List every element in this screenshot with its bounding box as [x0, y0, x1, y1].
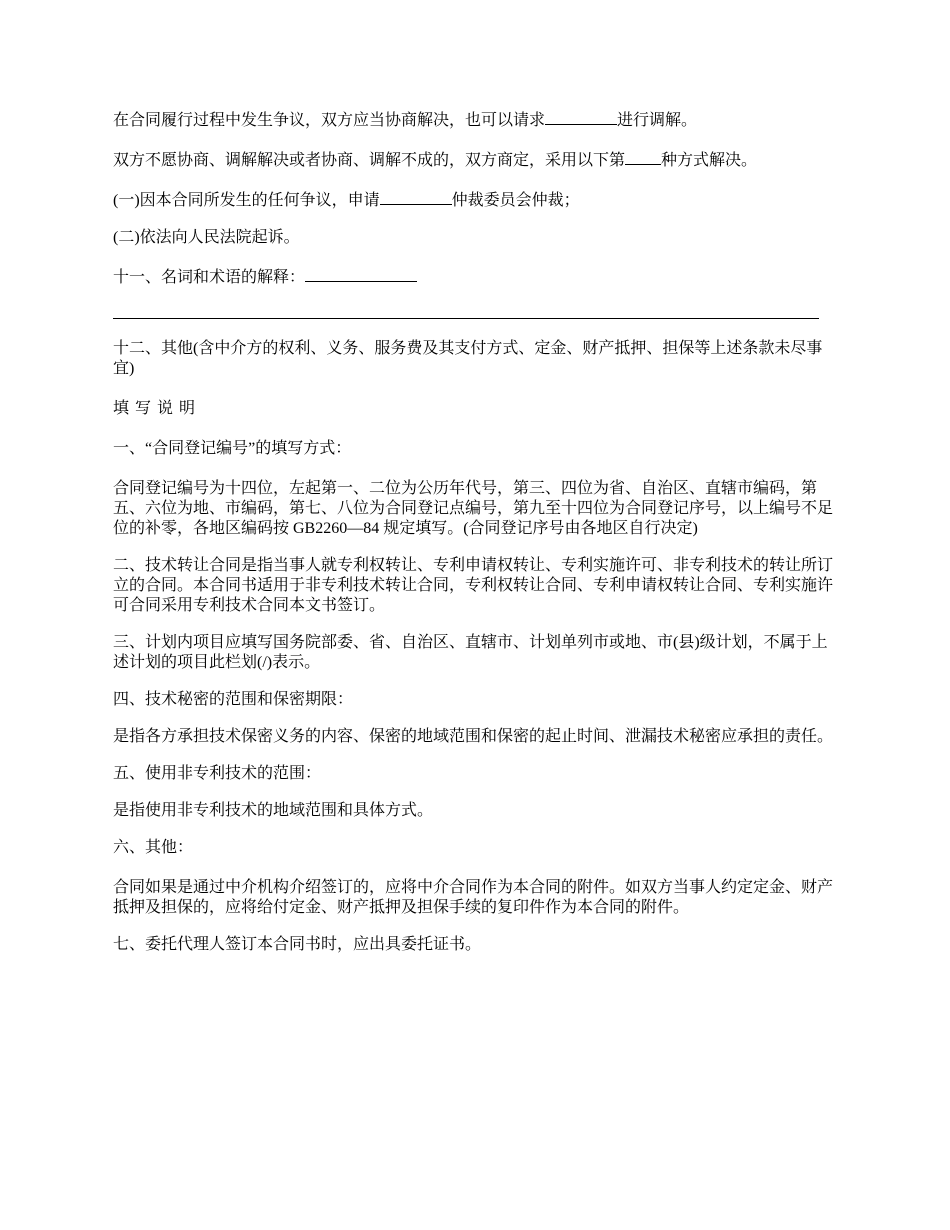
- paragraph-mediation: [113, 108, 843, 131]
- method-number-blank[interactable]: [625, 148, 661, 165]
- mediation-text-before: 在合同履行过程中发生争议，双方应当协商解决，也可以请求: [113, 112, 546, 129]
- terms-definition-blank[interactable]: [305, 265, 417, 282]
- resolution-text-after: 种方式解决。: [661, 152, 758, 169]
- resolution-text-before: 双方不愿协商、调解解决或者协商、调解不成的，双方商定，采用以下第: [113, 152, 626, 169]
- terms-definition-label: 十一、名词和术语的解释：: [113, 269, 306, 286]
- instruction-4-body: 是指各方承担技术保密义务的内容、保密的地域范围和保密的起止时间、泄漏技术秘密应承担的责任。: [113, 728, 834, 745]
- instruction-6-body: 合同如果是通过中介机构介绍签订的，应将中介合同作为本合同的附件。如双方当事人约定定金、财产抵押及担保的，应将给付定金、财产抵押及担保手续的复印件作为本合同的附件。: [113, 879, 834, 916]
- instruction-5-heading: 五、使用非专利技术的范围：: [113, 765, 322, 782]
- instruction-1-body: 合同登记编号为十四位，左起第一、二位为公历年代号，第三、四位为省、自治区、直辖市编码，第五、六位为地、市编码，第七、八位为合同登记点编号，第九至十四位为合同登记序号，以上编号不足位的补零，各地区编码按 GB2260—84 规定填写。(合同登记序号由各地区自行决定): [113, 480, 834, 537]
- arbitration-text-after: 仲裁委员会仲裁；: [451, 192, 580, 209]
- instruction-1-heading: 一、“合同登记编号”的填写方式：: [113, 440, 352, 457]
- arbitration-text-before: (一)因本合同所发生的任何争议，申请: [113, 192, 380, 209]
- instruction-6-heading: 六、其他：: [113, 839, 194, 856]
- document-page: [113, 108, 843, 972]
- arbitration-committee-blank[interactable]: [380, 188, 452, 205]
- mediation-text-after: 进行调解。: [617, 112, 698, 129]
- paragraph-arbitration: [113, 188, 843, 211]
- instructions-heading: 填写说明: [113, 400, 202, 417]
- paragraph-other-terms: 十二、其他(含中介方的权利、义务、服务费及其支付方式、定金、财产抵押、担保等上述条款未尽事宜): [113, 340, 823, 377]
- instruction-3: 三、计划内项目应填写国务院部委、省、自治区、直辖市、计划单列市或地、市(县)级计划，不属于上述计划的项目此栏划(/)表示。: [113, 634, 828, 671]
- paragraph-resolution-method: [113, 148, 843, 171]
- terms-definition-full-blank[interactable]: [113, 302, 819, 319]
- mediator-blank[interactable]: [545, 108, 617, 125]
- paragraph-litigation: (二)依法向人民法院起诉。: [113, 229, 300, 246]
- instruction-5-body: 是指使用非专利技术的地域范围和具体方式。: [113, 802, 434, 819]
- paragraph-terms-definition: [113, 265, 843, 288]
- instruction-2: 二、技术转让合同是指当事人就专利权转让、专利申请权转让、专利实施许可、非专利技术的转让所订立的合同。本合同书适用于非专利技术转让合同，专利权转让合同、专利申请权转让合同、专利实施许可合同采用专利技术合同本文书签订。: [113, 557, 834, 614]
- instruction-4-heading: 四、技术秘密的范围和保密期限：: [113, 691, 354, 708]
- instruction-7: 七、委托代理人签订本合同书时，应出具委托证书。: [113, 936, 482, 953]
